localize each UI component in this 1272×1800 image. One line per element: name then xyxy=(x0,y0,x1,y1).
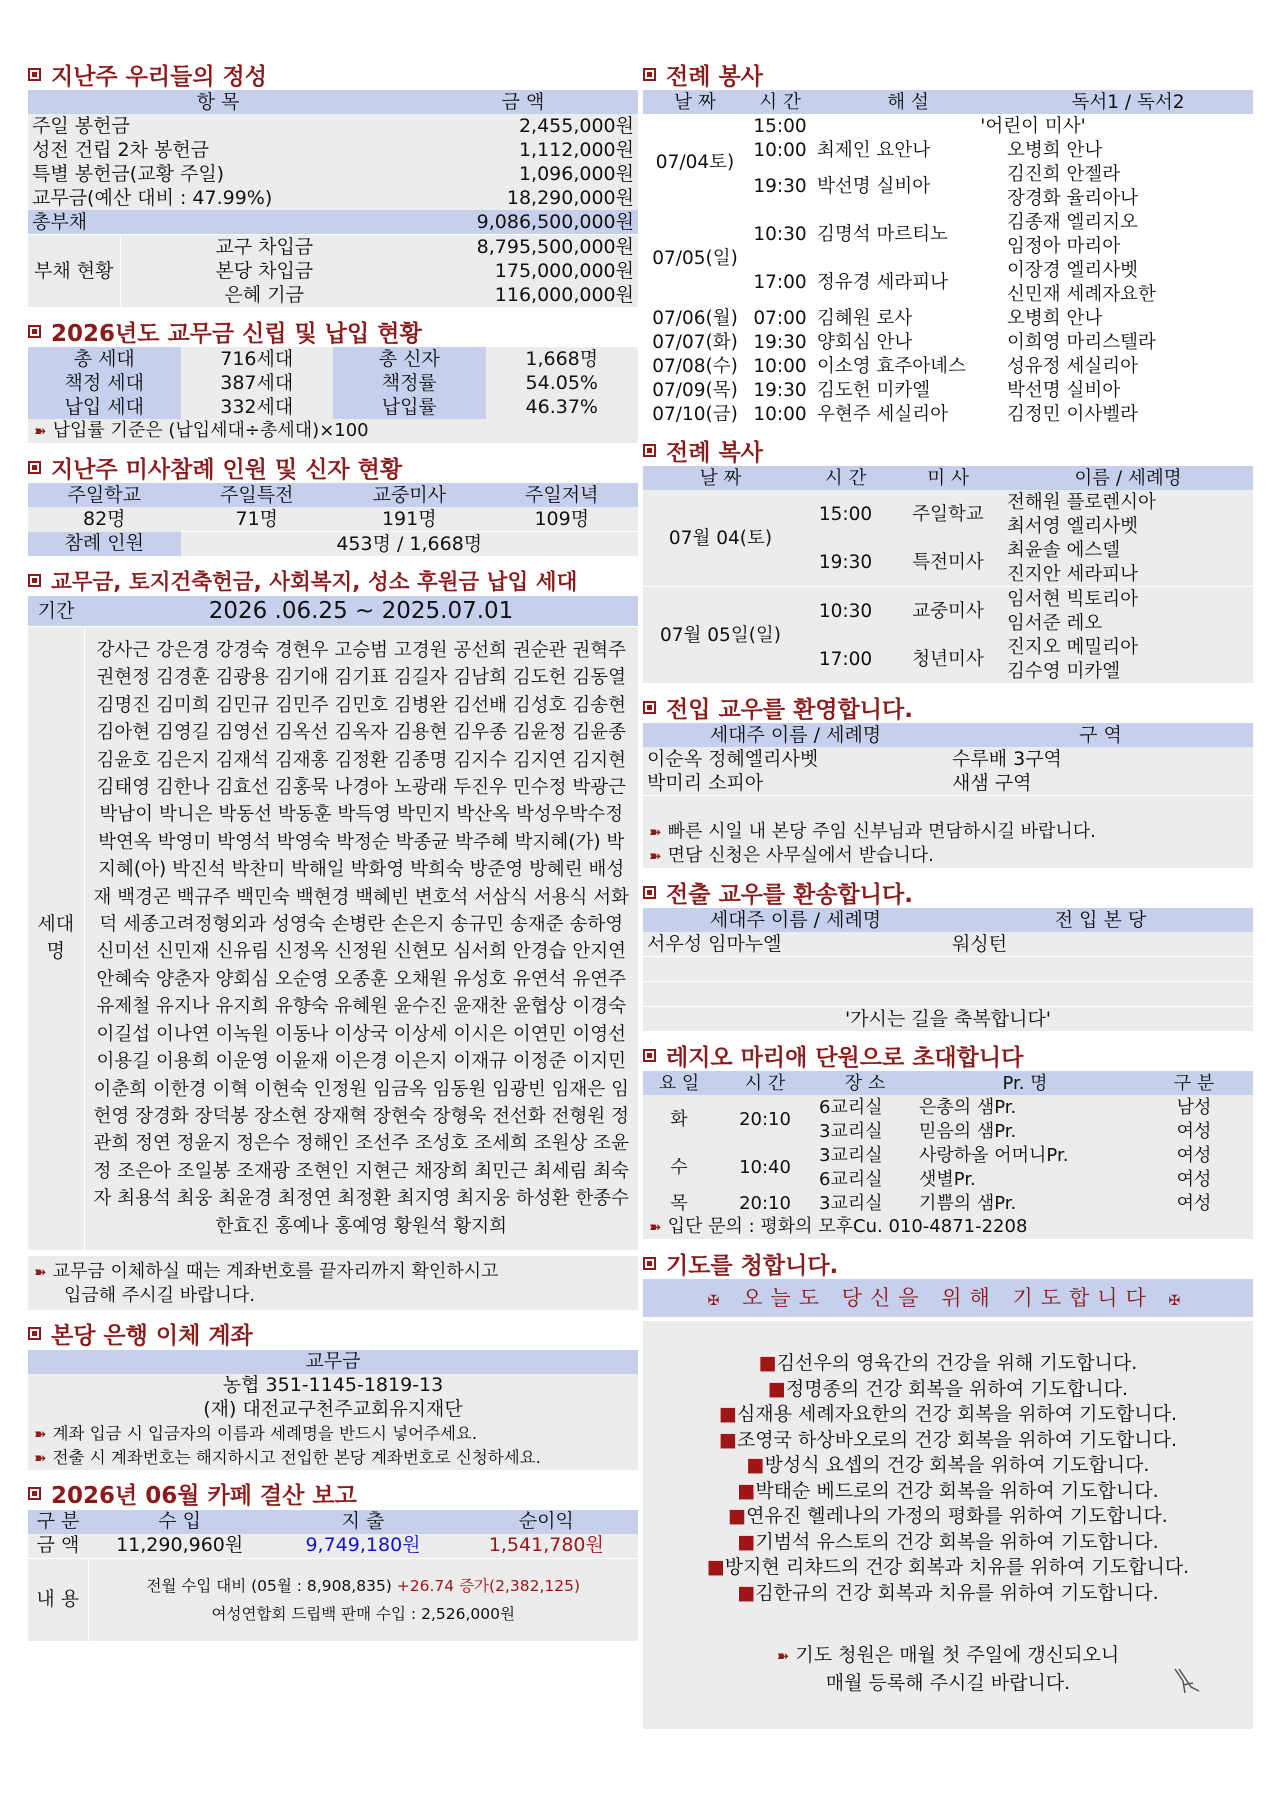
altar-mass: 청년미사 xyxy=(893,635,1003,683)
square-bullet-icon xyxy=(643,1049,656,1062)
section-title: 전례 봉사 xyxy=(666,63,763,90)
attendance-value: 71명 xyxy=(181,507,334,532)
square-bullet-icon xyxy=(28,68,41,81)
welcome-name: 박미리 소피아 xyxy=(643,771,948,796)
legio-day: 수 xyxy=(643,1143,715,1191)
farewell-table xyxy=(643,908,1253,1031)
section-header xyxy=(643,876,1253,908)
prayer-text: 방성식 요셉의 건강 회복을 위하여 기도합니다. xyxy=(764,1454,1150,1476)
offering-table xyxy=(28,90,638,234)
offering-amount: 1,112,000원 xyxy=(408,138,638,162)
prayer-item xyxy=(643,1555,1253,1581)
note-text: 교무금 이체하실 때는 계좌번호를 끝자리까지 확인하시고 xyxy=(52,1260,499,1282)
offering-amount: 18,290,000원 xyxy=(408,186,638,210)
banner-text: 오늘도 당신을 위해 기도합니다 xyxy=(742,1286,1154,1310)
cross-mark-icon: ✠ xyxy=(1168,1293,1189,1309)
liturgy-commentator: 우현주 세실리아 xyxy=(817,403,948,425)
altar-date: 07월 04(토) xyxy=(643,490,798,587)
square-bullet-icon xyxy=(643,444,656,457)
dues-label: 납입 세대 xyxy=(28,395,181,419)
liturgy-head: 시 간 xyxy=(747,90,813,114)
bullet-icon: ■ xyxy=(728,1505,747,1527)
arrow-icon: ➽ xyxy=(649,847,662,865)
altar-head: 이름 / 세례명 xyxy=(1003,466,1253,490)
altar-mass: 주일학교 xyxy=(893,490,1003,538)
bank-table xyxy=(28,1350,638,1422)
donors-section xyxy=(28,564,638,1310)
liturgy-time: 07:00 xyxy=(753,307,807,329)
attendance-head: 주일특전 xyxy=(181,483,334,507)
debt-total: 9,086,500,000원 xyxy=(408,210,638,234)
donors-table xyxy=(28,596,638,1250)
debt-item: 본당 차입금 xyxy=(120,259,408,283)
bank-head: 교무금 xyxy=(28,1350,638,1374)
section-header xyxy=(28,564,638,596)
liturgy-reader: 박선명 실비아 xyxy=(1007,379,1121,401)
cafe-head: 순이익 xyxy=(455,1510,638,1534)
legio-group: 여성 xyxy=(1135,1143,1253,1167)
legio-room: 3교리실 xyxy=(815,1191,915,1215)
altar-time: 10:30 xyxy=(798,587,893,636)
prayer-item xyxy=(643,1453,1253,1479)
attendance-section xyxy=(28,451,638,556)
bullet-icon: ■ xyxy=(746,1454,765,1476)
altar-table xyxy=(643,466,1253,683)
cafe-head: 구 분 xyxy=(28,1510,88,1534)
left-column xyxy=(28,58,638,1649)
liturgy-time: 19:30 xyxy=(753,379,807,401)
attendance-head: 주일학교 xyxy=(28,483,181,507)
offering-item: 주일 봉헌금 xyxy=(28,114,408,138)
donors-note xyxy=(28,1256,638,1310)
liturgy-head: 해 설 xyxy=(813,90,1003,114)
detail-text: 전월 수입 대비 (05월 : 8,908,835) xyxy=(146,1576,397,1595)
dues-label: 납입률 xyxy=(333,395,486,419)
section-title: 전례 복사 xyxy=(666,439,763,466)
liturgy-commentator: 김혜원 로사 xyxy=(817,307,913,329)
cafe-table xyxy=(28,1510,638,1641)
liturgy-time: 10:00 xyxy=(753,355,807,377)
farewell-head: 전 입 본 당 xyxy=(948,908,1253,932)
note-text: 기도 청원은 매월 첫 주일에 갱신되오니 xyxy=(795,1644,1120,1666)
welcome-note xyxy=(643,820,1253,868)
legio-time: 10:40 xyxy=(715,1143,815,1191)
dues-label: 책정 세대 xyxy=(28,371,181,395)
legio-praesidium: 샛별Pr. xyxy=(915,1167,1135,1191)
section-title: 2026년 06월 카페 결산 보고 xyxy=(51,1483,357,1510)
square-bullet-icon xyxy=(28,1487,41,1500)
legio-head: 구 분 xyxy=(1135,1071,1253,1095)
prayer-section xyxy=(643,1247,1253,1729)
welcome-head: 구 역 xyxy=(948,723,1253,747)
liturgy-commentator: 양회심 안나 xyxy=(817,331,913,353)
altar-date: 07월 05일(일) xyxy=(643,587,798,684)
bullet-icon: ■ xyxy=(737,1581,756,1604)
legio-praesidium: 은총의 샘Pr. xyxy=(915,1095,1135,1119)
section-header xyxy=(643,434,1253,466)
detail-label: 내 용 xyxy=(28,1558,88,1641)
dues-value: 54.05% xyxy=(486,371,639,395)
prayer-item xyxy=(643,1581,1253,1607)
section-title: 지난주 미사참례 인원 및 신자 현황 xyxy=(51,456,403,483)
section-header xyxy=(28,58,638,90)
altar-head: 날 짜 xyxy=(643,466,798,490)
welcome-name: 이순옥 정혜엘리사벳 xyxy=(643,747,948,771)
prayer-text: 김한규의 건강 회복과 치유를 위하여 기도합니다. xyxy=(755,1581,1159,1604)
farewell-blessing: '가시는 길을 축복합니다' xyxy=(643,1007,1253,1032)
section-header xyxy=(28,1318,638,1350)
legio-section xyxy=(643,1039,1253,1239)
prayer-list xyxy=(643,1321,1253,1729)
liturgy-time: 10:30 xyxy=(753,223,807,245)
liturgy-reader: 장경화 율리아나 xyxy=(1007,187,1138,209)
offering-item: 성전 건립 2차 봉헌금 xyxy=(28,138,408,162)
liturgy-table xyxy=(643,90,1253,426)
legio-time: 20:10 xyxy=(715,1191,815,1215)
attendance-head: 교중미사 xyxy=(333,483,486,507)
liturgy-time: 10:00 xyxy=(753,139,807,161)
dues-label: 총 세대 xyxy=(28,347,181,371)
debt-amount: 116,000,000원 xyxy=(408,283,638,307)
farewell-section xyxy=(643,876,1253,1031)
arrow-icon: ➽ xyxy=(34,1262,47,1281)
debt-amount: 8,795,500,000원 xyxy=(408,235,638,260)
prayer-item xyxy=(643,1530,1253,1556)
liturgy-date: 07/07(화) xyxy=(652,331,738,353)
altar-head: 시 간 xyxy=(798,466,893,490)
legio-time: 20:10 xyxy=(715,1095,815,1143)
note-text: 입단 문의 : 평화의 모후Cu. 010-4871-2208 xyxy=(667,1216,1028,1237)
square-bullet-icon xyxy=(28,574,41,587)
arrow-icon: ➽ xyxy=(649,1218,662,1236)
prayer-text: 연유진 헬레나의 가정의 평화를 위하여 기도합니다. xyxy=(746,1505,1168,1527)
section-title: 전입 교우를 환영합니다. xyxy=(666,696,913,723)
liturgy-date: 07/08(수) xyxy=(652,355,738,377)
legio-head: 요 일 xyxy=(643,1071,715,1095)
altar-server: 임서준 레오 xyxy=(1003,611,1253,635)
liturgy-reader: 오병희 안나 xyxy=(1007,139,1103,161)
arrow-icon: ➽ xyxy=(649,823,662,841)
bank-note xyxy=(28,1422,638,1470)
arrow-icon: ➽ xyxy=(34,1448,47,1467)
cafe-head: 지 출 xyxy=(271,1510,454,1534)
liturgy-head: 독서1 / 독서2 xyxy=(1003,90,1253,114)
prayer-text: 박태순 베드로의 건강 회복을 위하여 기도합니다. xyxy=(755,1479,1159,1502)
detail-text: 여성연합회 드립백 판매 수입 : 2,526,000원 xyxy=(211,1604,515,1623)
cross-mark-icon: ✠ xyxy=(707,1293,728,1309)
attendance-head: 주일저녁 xyxy=(486,483,639,507)
liturgy-head: 날 짜 xyxy=(643,90,747,114)
section-title: 2026년도 교무금 신립 및 납입 현황 xyxy=(51,320,422,347)
debt-table xyxy=(28,234,638,307)
legio-note xyxy=(643,1215,1253,1239)
section-header xyxy=(643,1247,1253,1279)
altar-time: 15:00 xyxy=(798,490,893,538)
liturgy-time: 15:00 xyxy=(753,115,807,137)
liturgy-date: 07/05(일) xyxy=(652,247,738,269)
col-item: 항 목 xyxy=(28,90,408,114)
cafe-expense: 9,749,180원 xyxy=(271,1534,454,1559)
amount-label: 금 액 xyxy=(28,1534,88,1559)
altar-head: 미 사 xyxy=(893,466,1003,490)
square-bullet-icon xyxy=(643,701,656,714)
prayer-banner xyxy=(643,1279,1253,1317)
liturgy-reader: 성유정 세실리아 xyxy=(1007,355,1138,377)
names-side-label: 세대명 xyxy=(28,627,84,1250)
prayer-text: 기범석 유스토의 건강 회복을 위하여 기도합니다. xyxy=(755,1530,1159,1553)
liturgy-date: 07/09(목) xyxy=(652,379,738,401)
liturgy-time: 19:30 xyxy=(753,331,807,353)
prayer-text: 김선우의 영육간의 건강을 위해 기도합니다. xyxy=(776,1352,1138,1374)
legio-room: 6교리실 xyxy=(815,1167,915,1191)
liturgy-reader: 김정민 이사벨라 xyxy=(1007,403,1138,425)
section-header xyxy=(643,691,1253,723)
section-header xyxy=(28,315,638,347)
offering-item: 특별 봉헌금(교황 주일) xyxy=(28,162,408,186)
section-title: 레지오 마리애 단원으로 초대합니다 xyxy=(666,1044,1024,1071)
legio-table xyxy=(643,1071,1253,1215)
bank-account: 농협 351-1145-1819-13 xyxy=(28,1374,638,1398)
offering-amount: 1,096,000원 xyxy=(408,162,638,186)
attendance-table xyxy=(28,483,638,556)
prayer-text: 심재용 세례자요한의 건강 회복을 위하여 기도합니다. xyxy=(736,1403,1177,1425)
altar-server: 전해원 플로렌시아 xyxy=(1003,490,1253,514)
liturgy-time: 10:00 xyxy=(753,403,807,425)
section-title: 본당 은행 이체 계좌 xyxy=(51,1323,253,1350)
debt-label: 총부채 xyxy=(28,210,408,234)
welcome-head: 세대주 이름 / 세례명 xyxy=(643,723,948,747)
offering-item: 교무금(예산 대비 : 47.99%) xyxy=(28,186,408,210)
note-text: 전출 시 계좌번호는 해지하시고 전입한 본당 계좌번호로 신청하세요. xyxy=(52,1447,541,1467)
debt-group-label: 부채 현황 xyxy=(28,235,120,308)
liturgy-commentator: 이소영 효주아녜스 xyxy=(817,355,966,377)
attendance-total: 453명 / 1,668명 xyxy=(181,532,639,557)
liturgy-time: 17:00 xyxy=(753,271,807,293)
prayer-item xyxy=(643,1479,1253,1505)
arrow-icon: ➽ xyxy=(776,1647,790,1665)
dues-value: 387세대 xyxy=(181,371,334,395)
prayer-item xyxy=(643,1428,1253,1454)
liturgy-date: 07/10(금) xyxy=(652,403,738,425)
section-title: 기도를 청합니다. xyxy=(666,1252,839,1279)
bullet-icon: ■ xyxy=(706,1556,725,1578)
farewell-name: 서우성 임마누엘 xyxy=(643,932,948,957)
altar-section xyxy=(643,434,1253,683)
liturgy-time: 19:30 xyxy=(753,175,807,197)
dues-label: 책정률 xyxy=(333,371,486,395)
prayer-item xyxy=(643,1504,1253,1530)
altar-server: 김수영 미카엘 xyxy=(1003,659,1253,683)
square-bullet-icon xyxy=(28,1327,41,1340)
altar-mass: 교중미사 xyxy=(893,587,1003,636)
note-text: 면담 신청은 사무실에서 받습니다. xyxy=(667,845,934,866)
prayer-note xyxy=(643,1642,1253,1697)
legio-head: 장 소 xyxy=(815,1071,915,1095)
legio-group: 여성 xyxy=(1135,1191,1253,1215)
farewell-parish: 워싱턴 xyxy=(948,932,1253,957)
legio-room: 3교리실 xyxy=(815,1143,915,1167)
legio-day: 화 xyxy=(643,1095,715,1143)
note-text: 입금해 주시길 바랍니다. xyxy=(64,1284,256,1306)
dues-value: 332세대 xyxy=(181,395,334,419)
attendance-value: 82명 xyxy=(28,507,181,532)
note-text: 납입률 기준은 (납입세대÷총세대)×100 xyxy=(52,420,369,441)
attendance-value: 109명 xyxy=(486,507,639,532)
bank-holder: (재) 대전교구천주교회유지재단 xyxy=(28,1398,638,1422)
dues-value: 46.37% xyxy=(486,395,639,419)
attendance-total-label: 참례 인원 xyxy=(28,532,181,557)
bullet-icon: ■ xyxy=(719,1428,737,1451)
dues-table xyxy=(28,347,638,419)
liturgy-reader: 오병희 안나 xyxy=(1007,307,1103,329)
right-column xyxy=(643,58,1253,1737)
period-label: 기간 xyxy=(28,596,84,627)
altar-mass: 특전미사 xyxy=(893,538,1003,587)
period-value: 2026 .06.25 ~ 2025.07.01 xyxy=(84,596,638,627)
legio-room: 6교리실 xyxy=(815,1095,915,1119)
legio-head: 시 간 xyxy=(715,1071,815,1095)
debt-amount: 175,000,000원 xyxy=(408,259,638,283)
prayer-item xyxy=(643,1351,1253,1377)
section-header xyxy=(28,451,638,483)
square-bullet-icon xyxy=(28,461,41,474)
offering-amount: 2,455,000원 xyxy=(408,114,638,138)
cafe-income: 11,290,960원 xyxy=(88,1534,271,1559)
cafe-detail xyxy=(88,1558,638,1641)
note-text: 빠른 시일 내 본당 주임 신부님과 면담하시길 바랍니다. xyxy=(667,821,1096,842)
altar-server: 진지안 세라피나 xyxy=(1003,562,1253,587)
donor-names: 강사근 강은경 강경숙 경현우 고승범 고경원 공선희 권순관 권혁주 권현정 김경훈 김광용 김기애 김기표 김길자 김남희 김도헌 김동열 김명진 김미희 김민규 김민주 김민호 김병완 김선배 김성호 김송현 김아현 김영길 김영선 김옥선 김옥자 김용현 김우종 김윤정 김윤종 김윤호 김은지 김재석 김재홍 김정환 김종명 김지수 김지연 김지현 김태영 김한나 김효선 김홍묵 나경아 노광래 두진우 민수정 박광근 박남이 박니은 박동선 박동훈 박득영 박민지 박산옥 박성우박수정 박연옥 박영미 박영석 박영숙 박정순 박종균 박주혜 박지혜(가) 박지혜(아) 박진석 박찬미 박해일 박화영 박희숙 방준영 방혜린 배성재 백경곤 백규주 백민숙 백현경 백혜빈 변호석 서삼식 서용식 서화덕 세종고려정형외과 성영숙 손병란 손은지 송규민 송재준 송하영 신미선 신민재 신유림 신정옥 신정원 신현모 심서희 안경습 안지연 안혜숙 양춘자 양회심 오순영 오종훈 오채원 유성호 유연석 유연주 유제철 유지나 유지희 유향숙 유혜원 윤수진 윤재찬 윤협상 이경숙 이길섭 이나연 이녹원 이동나 이상국 이상세 이시은 이연민 이영선 이용길 이용희 이운영 이윤재 이은경 이은지 이재규 이정준 이지민 이춘희 이한경 이혁 이현숙 인정원 임금옥 임동원 임광빈 임재은 임헌영 장경화 장덕봉 장소현 장재혁 장현숙 장형욱 전선화 전형원 정관희 정연 정윤지 정은수 정해인 조선주 조성호 조세희 조원상 조윤정 조은아 조일봉 조재광 조현인 지현근 채장희 최민근 최세림 최숙자 최용석 최웅 최윤경 최정연 최정환 최지영 최지웅 하성환 한종수 한효진 홍예나 홍예영 황원석 황지희 xyxy=(84,627,638,1250)
detail-increase: +26.74 증가(2,382,125) xyxy=(396,1576,581,1595)
legio-praesidium: 기쁨의 샘Pr. xyxy=(915,1191,1135,1215)
section-header xyxy=(28,1478,638,1510)
altar-server: 임서현 빅토리아 xyxy=(1003,587,1253,612)
arrow-icon: ➽ xyxy=(34,422,47,440)
bank-section xyxy=(28,1318,638,1470)
liturgy-reader: 신민재 세례자요한 xyxy=(1007,283,1156,305)
welcome-district: 새샘 구역 xyxy=(948,771,1253,796)
liturgy-commentator: 김명석 마르티노 xyxy=(817,223,948,245)
altar-time: 19:30 xyxy=(798,538,893,587)
bullet-icon: ■ xyxy=(719,1403,737,1425)
dues-label: 총 신자 xyxy=(333,347,486,371)
altar-server: 최윤솔 에스델 xyxy=(1003,538,1253,562)
legio-room: 3교리실 xyxy=(815,1119,915,1143)
section-header xyxy=(643,1039,1253,1071)
note-text: 계좌 입금 시 입금자의 이름과 세례명을 반드시 넣어주세요. xyxy=(52,1423,478,1443)
arrow-icon: ➽ xyxy=(34,1424,47,1443)
liturgy-reader: 김종재 엘리지오 xyxy=(1007,211,1138,233)
prayer-text: 정명종의 건강 회복을 위하여 기도합니다. xyxy=(785,1377,1129,1400)
prayer-text: 조영국 하상바오로의 건강 회복을 위하여 기도합니다. xyxy=(736,1428,1177,1451)
liturgy-commentator: 정유경 세라피나 xyxy=(817,271,948,293)
liturgy-date: 07/06(월) xyxy=(652,307,738,329)
square-bullet-icon xyxy=(28,325,41,338)
altar-server: 최서영 엘리사벳 xyxy=(1003,514,1253,538)
square-bullet-icon xyxy=(643,886,656,899)
legio-day: 목 xyxy=(643,1191,715,1215)
liturgy-reader: 이장경 엘리사벳 xyxy=(1007,259,1138,281)
debt-item: 은혜 기금 xyxy=(120,283,408,307)
altar-server: 진지오 메밀리아 xyxy=(1003,635,1253,659)
col-amount: 금 액 xyxy=(408,90,638,114)
offering-section xyxy=(28,58,638,307)
legio-group: 남성 xyxy=(1135,1095,1253,1119)
liturgy-reader: 김진희 안젤라 xyxy=(1007,163,1121,185)
liturgy-commentator: 박선명 실비아 xyxy=(817,175,931,197)
liturgy-commentator: 김도헌 미카엘 xyxy=(817,379,931,401)
legio-head: Pr. 명 xyxy=(915,1071,1135,1095)
bullet-icon: ■ xyxy=(767,1377,786,1400)
praying-hands-icon xyxy=(1169,1665,1203,1699)
section-title: 교무금, 토지건축헌금, 사회복지, 성소 후원금 납입 세대 xyxy=(51,569,578,595)
legio-group: 여성 xyxy=(1135,1119,1253,1143)
dues-note xyxy=(28,419,638,443)
note-text: 매월 등록해 주시길 바랍니다. xyxy=(825,1672,1071,1694)
square-bullet-icon xyxy=(643,68,656,81)
bullet-icon: ■ xyxy=(737,1479,756,1502)
liturgy-commentator: 최제인 요안나 xyxy=(817,139,931,161)
section-title: 전출 교우를 환송합니다. xyxy=(666,881,913,908)
section-title: 지난주 우리들의 정성 xyxy=(51,63,267,90)
farewell-head: 세대주 이름 / 세례명 xyxy=(643,908,948,932)
attendance-value: 191명 xyxy=(333,507,486,532)
square-bullet-icon xyxy=(643,1257,656,1270)
welcome-section xyxy=(643,691,1253,868)
legio-praesidium: 사랑하올 어머니Pr. xyxy=(915,1143,1135,1167)
prayer-text: 방지현 리챠드의 건강 회복과 치유를 위하여 기도합니다. xyxy=(724,1556,1190,1578)
legio-group: 여성 xyxy=(1135,1167,1253,1191)
liturgy-reader: 임정아 마리아 xyxy=(1007,235,1121,257)
bullet-icon: ■ xyxy=(737,1530,756,1553)
welcome-table xyxy=(643,723,1253,820)
liturgy-reader: 이희영 마리스텔라 xyxy=(1007,331,1156,353)
prayer-item xyxy=(643,1402,1253,1428)
prayer-item xyxy=(643,1377,1253,1403)
legio-praesidium: 믿음의 샘Pr. xyxy=(915,1119,1135,1143)
section-header xyxy=(643,58,1253,90)
welcome-district: 수루배 3구역 xyxy=(948,747,1253,771)
dues-value: 1,668명 xyxy=(486,347,639,371)
liturgy-special: '어린이 미사' xyxy=(980,115,1086,137)
debt-item: 교구 차입금 xyxy=(120,235,408,260)
dues-section xyxy=(28,315,638,443)
altar-time: 17:00 xyxy=(798,635,893,683)
cafe-section xyxy=(28,1478,638,1641)
bullet-icon: ■ xyxy=(758,1352,777,1374)
cafe-profit: 1,541,780원 xyxy=(455,1534,638,1559)
cafe-head: 수 입 xyxy=(88,1510,271,1534)
dues-value: 716세대 xyxy=(181,347,334,371)
liturgy-date: 07/04토) xyxy=(655,151,735,173)
liturgy-section xyxy=(643,58,1253,426)
